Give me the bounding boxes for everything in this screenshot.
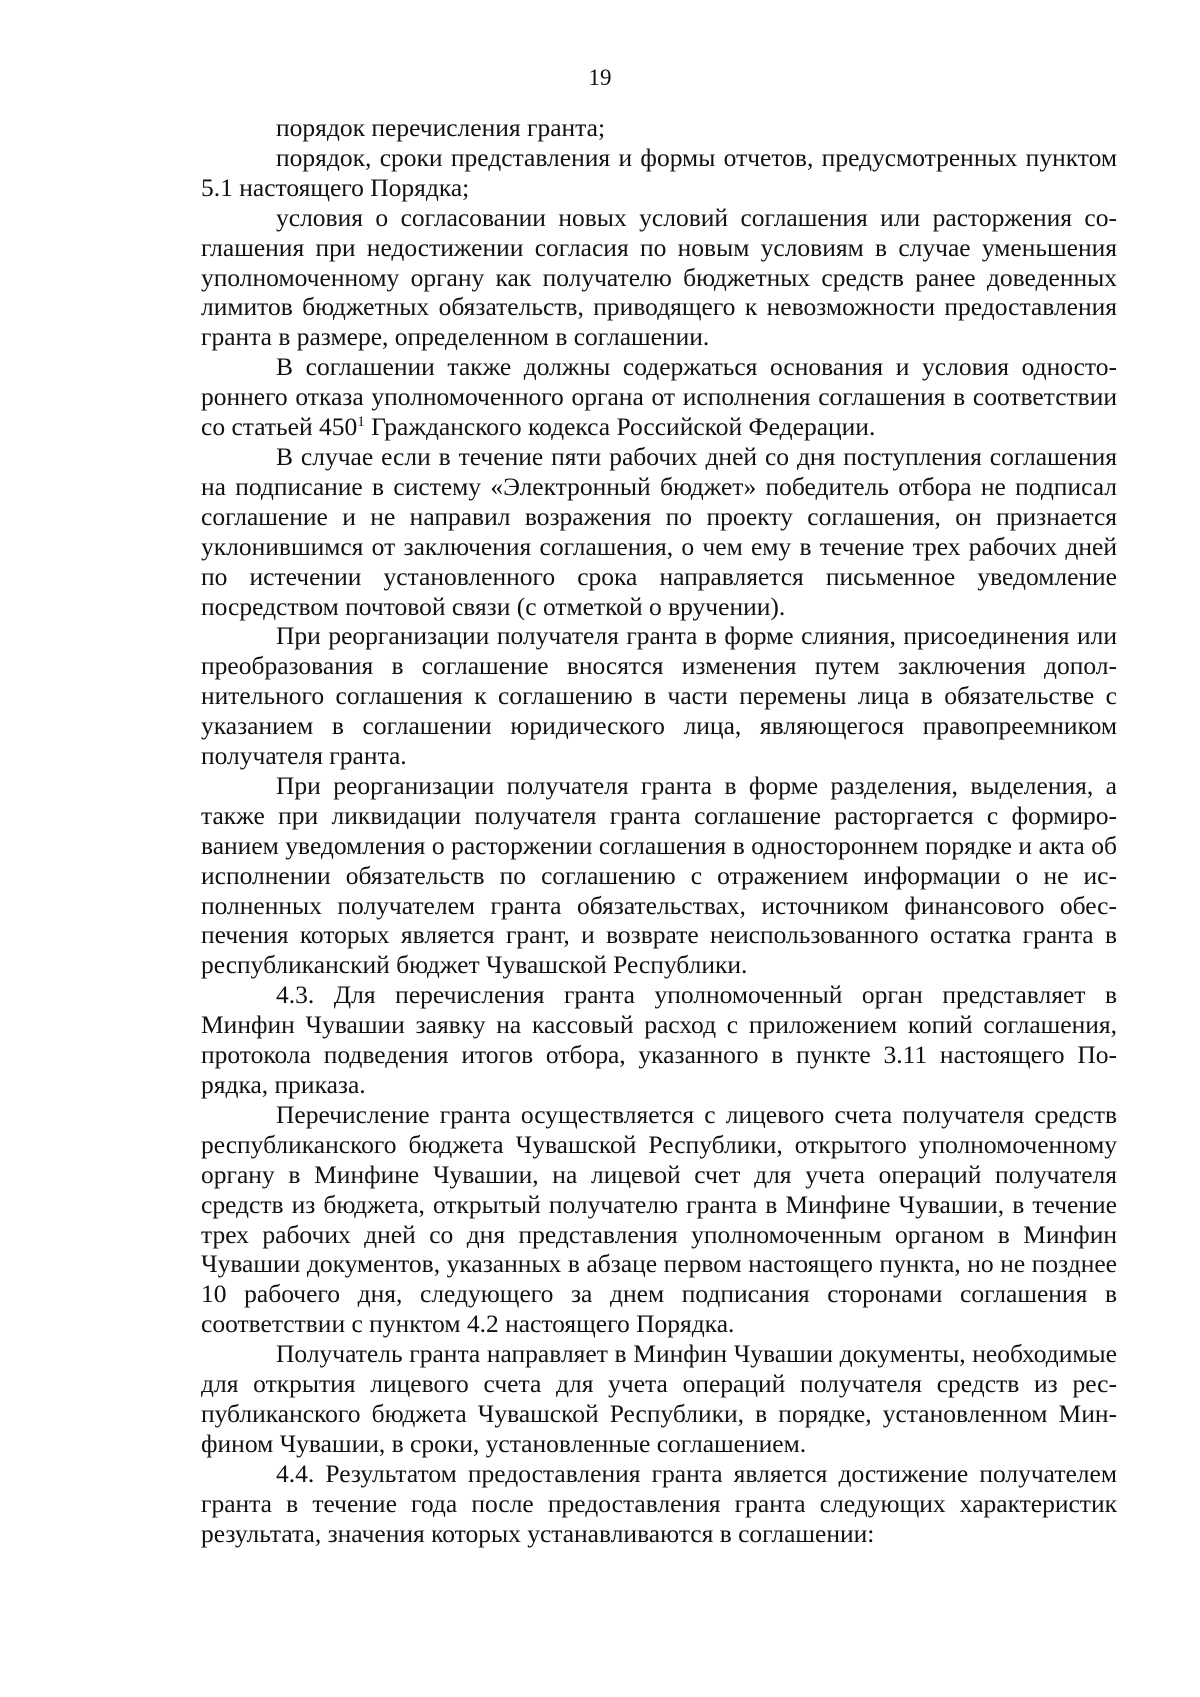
paragraph: порядок перечисления гранта;	[276, 113, 606, 142]
paragraph: В случае если в течение пяти рабочих дней со дня поступления соглашения на подписание в систему «Электронный бюджет» победитель отбора не подписал соглашение и не направил возражения по проекту соглашения, он признается уклонившимся от заключения соглашения, о чем ему в течение трех рабочих дней по истечении установленного срока направляется письменное уведомление посредством почтовой связи (с отметкой о вручении).	[201, 441, 1117, 621]
paragraph: При реорганизации получателя гранта в форме слияния, присоединения или преобразования в соглашение вносятся изменения путем заключения дополнительного соглашения к соглашению в части перемены лица в обязательстве с указанием в соглашении юридического лица, являющегося правопреемником получателя гранта.	[201, 621, 1117, 771]
page-number: 19	[588, 65, 612, 90]
document-body	[201, 113, 1117, 1549]
superscript: 1	[357, 414, 365, 431]
paragraph: Перечисление гранта осуществляется с лицевого счета получателя средств республиканского бюджета Чувашской Республики, открытого уполномоченному органу в Минфине Чувашии, на лицевой счет для учета операций получателя средств из бюджета, открытый получателю гранта в Минфине Чувашии, в течение трех рабочих дней со дня представления уполномоченным органом в Минфин Чувашии документов, указанных в абзаце первом настоящего пункта, но не позднее 10 рабочего дня, следующего за днем подписания сторонами соглашения в соответствии с пунктом 4.2 настоящего Порядка.	[201, 1099, 1117, 1339]
paragraph: 4.3. Для перечисления гранта уполномоченный орган представляет в Минфин Чувашии заявку на кассовый расход с приложением копий соглашения, протокола подведения итогов отбора, указанного в пункте 3.11 настоящего Порядка, приказа.	[201, 980, 1117, 1099]
paragraph: Получатель гранта направляет в Минфин Чувашии документы, необходимые для открытия лицевого счета для учета операций получателя средств из республиканского бюджета Чувашской Республики, в порядке, установленном Минфином Чувашии, в сроки, установленные соглашением.	[201, 1339, 1117, 1458]
paragraph-text: Гражданского кодекса Российской Федерации.	[364, 412, 876, 442]
paragraph: При реорганизации получателя гранта в форме разделения, выделения, а также при ликвидации получателя гранта соглашение расторгается с формированием уведомления о расторжении соглашения в одностороннем порядке и акта об исполнении обязательств по соглашению с отражением информации о не исполненных получателем гранта обязательствах, источником финансового обеспечения которых является грант, и возврате неиспользованного остатка гранта в республиканский бюджет Чувашской Республики.	[201, 770, 1117, 980]
paragraph-text: В соглашении также должны содержаться основания и условия одностороннего отказа уполномоченного органа от исполнения соглашения в соответствии со статьей 450	[201, 352, 1117, 442]
paragraph: порядок, сроки представления и формы отчетов, предусмотренных пунктом 5.1 настоящего Порядка;	[201, 142, 1117, 202]
paragraph	[201, 352, 1117, 442]
paragraph: условия о согласовании новых условий соглашения или расторжения соглашения при недостижении согласия по новым условиям в случае уменьшения уполномоченному органу как получателю бюджетных средств ранее доведенных лимитов бюджетных обязательств, приводящего к невозможности предоставления гранта в размере, определенном в соглашении.	[201, 202, 1117, 352]
paragraph: 4.4. Результатом предоставления гранта является достижение получателем гранта в течение года после предоставления гранта следующих характеристик результата, значения которых устанавливаются в соглашении:	[201, 1458, 1117, 1548]
